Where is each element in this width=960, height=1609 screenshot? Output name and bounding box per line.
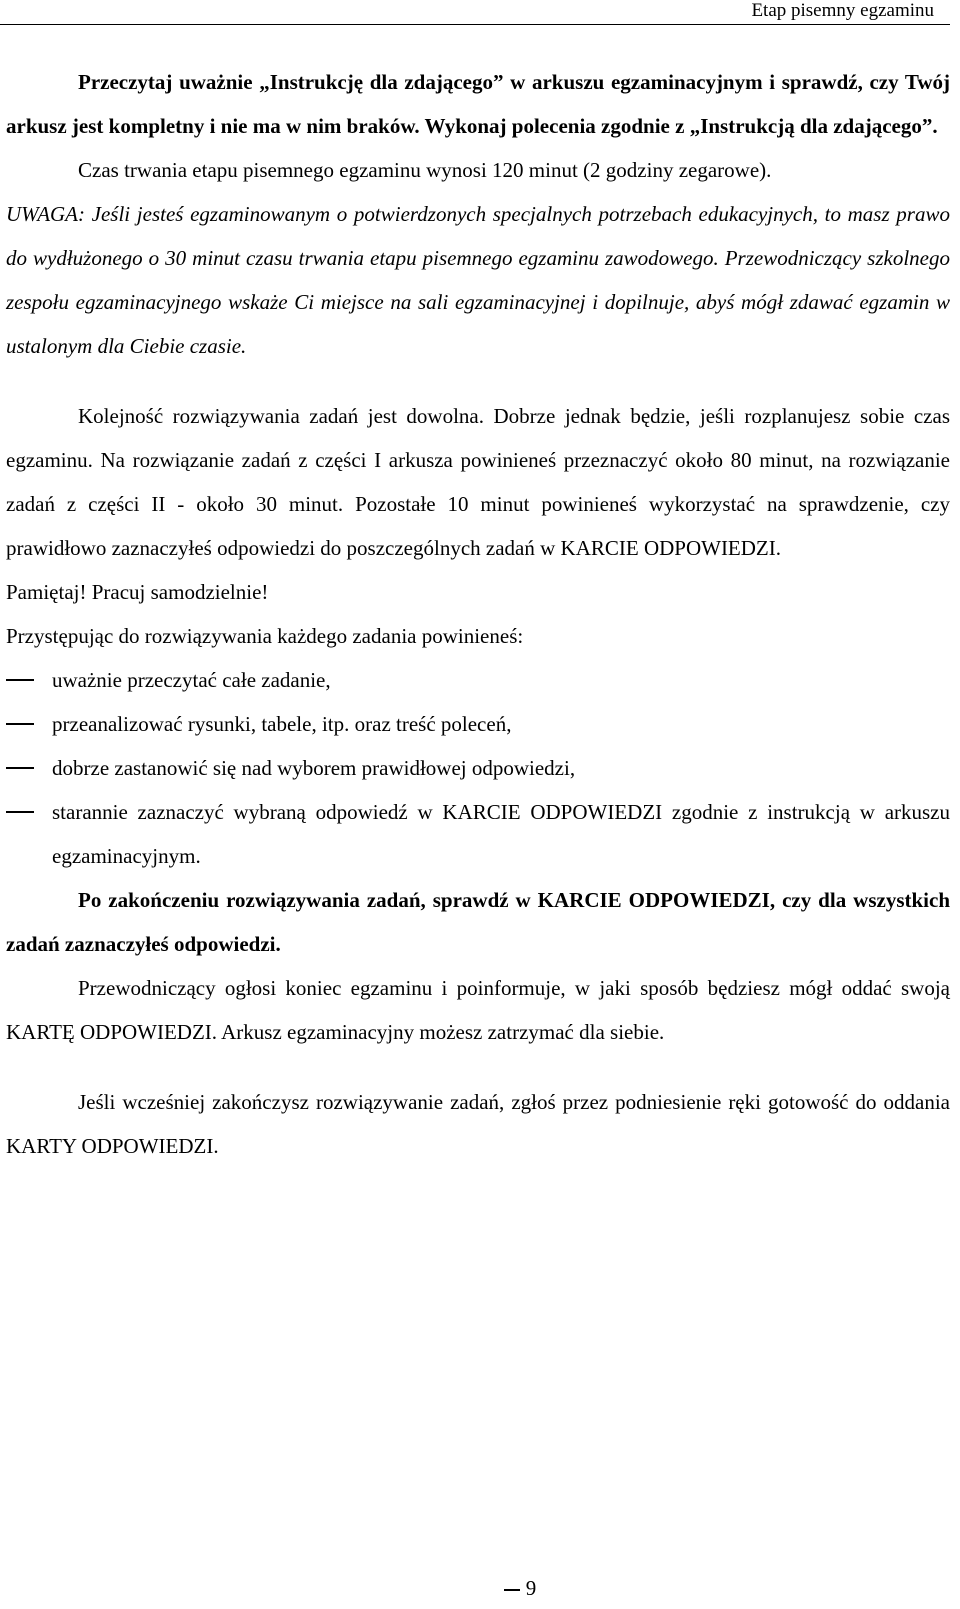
order-paragraph: Kolejność rozwiązywania zadań jest dowolna. Dobrze jednak będzie, jeśli rozplanujesz sobie czas egzaminu. Na rozwiązanie zadań z części I arkusza powinieneś przeznaczyć około 80 minut, na rozwiązanie zadań z części II - około 30 minut. Pozostałe 10 minut powinieneś wykorzystać na sprawdzenie, czy prawidłowo zaznaczyłeś odpowiedzi do poszczególnych zadań w KARCIE ODPOWIEDZI.: [6, 404, 950, 560]
list-item: przeanalizować rysunki, tabele, itp. oraz treść poleceń,: [6, 702, 950, 746]
approach-paragraph: Przystępując do rozwiązywania każdego zadania powinieneś:: [6, 624, 524, 648]
end-exam-paragraph: Przewodniczący ogłosi koniec egzaminu i poinformuje, w jaki sposób będziesz mógł oddać swoją KARTĘ ODPOWIEDZI. Arkusz egzaminacyjny możesz zatrzymać dla siebie.: [6, 976, 950, 1044]
dash-icon: [6, 723, 34, 725]
page-number: 9: [504, 1576, 537, 1600]
header-title: Etap pisemny egzaminu: [751, 0, 934, 21]
list-item: starannie zaznaczyć wybraną odpowiedź w KARCIE ODPOWIEDZI zgodnie z instrukcją w arkuszu egzaminacyjnym.: [6, 790, 950, 878]
note-paragraph: UWAGA: Jeśli jesteś egzaminowanym o potwierdzonych specjalnych potrzebach edukacyjnych, to masz prawo do wydłużonego o 30 minut czasu trwania etapu pisemnego egzaminu zawodowego. Przewodniczący szkolnego zespołu egzaminacyjnego wskaże Ci miejsce na sali egzaminacyjnej i dopilnuje, abyś mógł zdawać egzamin w ustalonym dla Ciebie czasie.: [6, 202, 950, 358]
document-body: [6, 60, 950, 1168]
list-item: dobrze zastanowić się nad wyborem prawidłowej odpowiedzi,: [6, 746, 950, 790]
early-finish-paragraph: Jeśli wcześniej zakończysz rozwiązywanie zadań, zgłoś przez podniesienie ręki gotowość do oddania KARTY ODPOWIEDZI.: [6, 1090, 950, 1158]
dash-icon: [504, 1589, 520, 1591]
dash-icon: [6, 679, 34, 681]
instruction-paragraph: Przeczytaj uważnie „Instrukcję dla zdającego” w arkuszu egzaminacyjnym i sprawdź, czy Twój arkusz jest kompletny i nie ma w nim braków. Wykonaj polecenia zgodnie z „Instrukcją dla zdającego”.: [6, 70, 950, 138]
remember-paragraph: Pamiętaj! Pracuj samodzielnie!: [6, 580, 269, 604]
task-steps-list: [6, 658, 950, 878]
dash-icon: [6, 767, 34, 769]
page-footer: [0, 1576, 960, 1600]
dash-icon: [6, 811, 34, 813]
list-item: uważnie przeczytać całe zadanie,: [6, 658, 950, 702]
exam-duration-paragraph: Czas trwania etapu pisemnego egzaminu wynosi 120 minut (2 godziny zegarowe).: [78, 158, 772, 182]
check-answers-paragraph: Po zakończeniu rozwiązywania zadań, sprawdź w KARCIE ODPOWIEDZI, czy dla wszystkich zadań zaznaczyłeś odpowiedzi.: [6, 888, 950, 956]
page-header: [0, 0, 950, 25]
